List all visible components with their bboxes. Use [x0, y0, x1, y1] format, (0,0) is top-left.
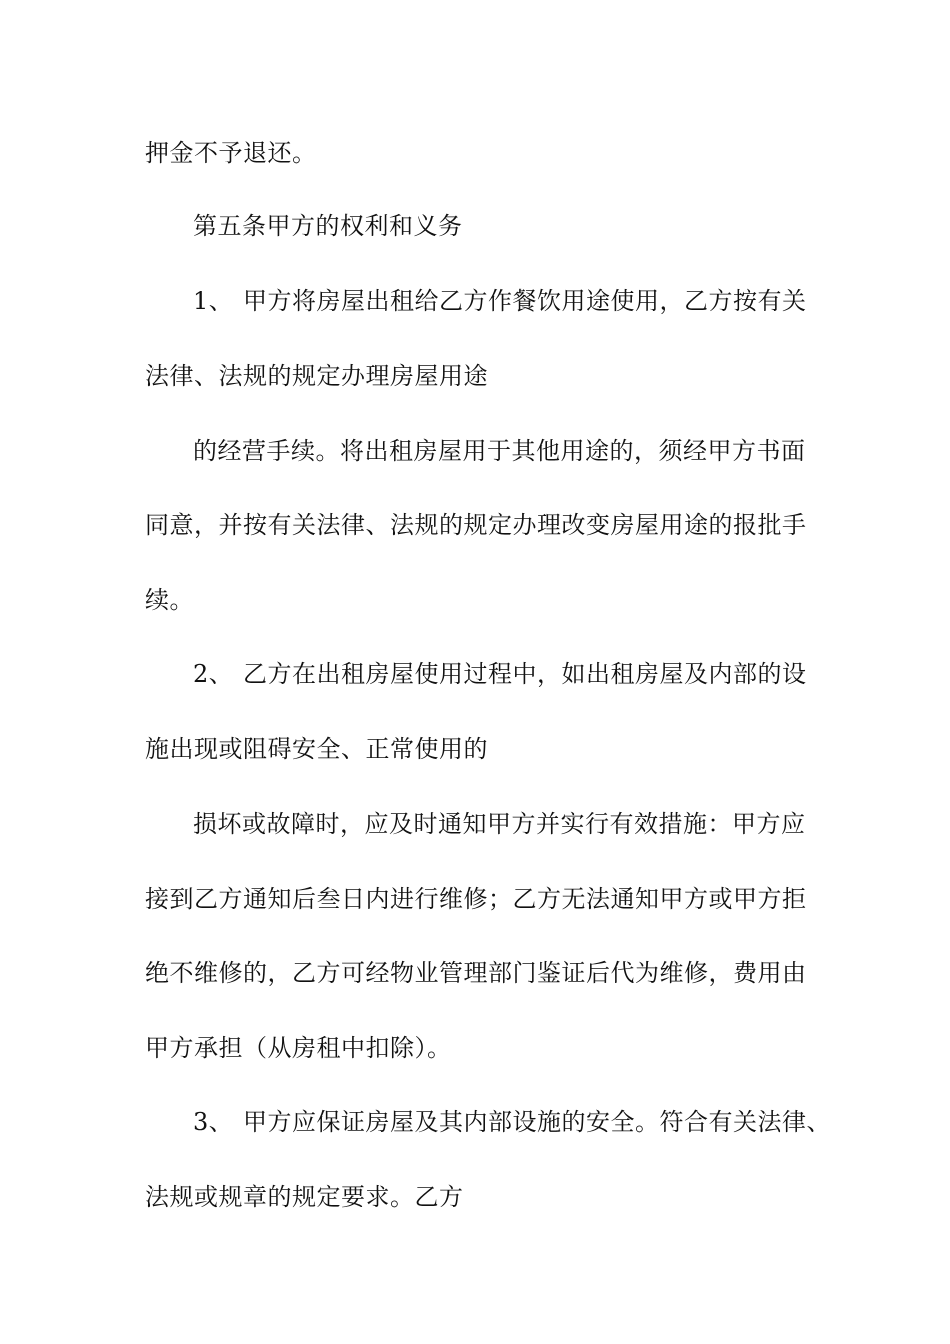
text-line-deposit: 押金不予退还。 [145, 139, 317, 167]
clause-number-3: 3、 [193, 1108, 234, 1136]
clause-1-first-line [193, 286, 807, 316]
clause-number-2: 2、 [193, 660, 234, 688]
clause-1-line-2: 法律、法规的规定办理房屋用途 [145, 362, 488, 390]
clause-3-text: 甲方应保证房屋及其内部设施的安全。符合有关法律、 [243, 1108, 831, 1136]
clause-2-line-5: 绝不维修的，乙方可经物业管理部门鉴证后代为维修，费用由 [145, 959, 807, 987]
clause-2-line-4: 接到乙方通知后叁日内进行维修；乙方无法通知甲方或甲方拒 [145, 885, 807, 913]
clause-2-line-2: 施出现或阻碍安全、正常使用的 [145, 735, 488, 763]
clause-1-line-4: 同意，并按有关法律、法规的规定办理改变房屋用途的报批手 [145, 511, 807, 539]
section-heading-article-5: 第五条甲方的权利和义务 [193, 212, 463, 240]
clause-1-line-3: 的经营手续。将出租房屋用于其他用途的，须经甲方书面 [193, 437, 806, 465]
clause-2-first-line [193, 659, 807, 689]
clause-2-text: 乙方在出租房屋使用过程中，如出租房屋及内部的设 [243, 660, 807, 688]
clause-number-1: 1、 [193, 287, 234, 315]
clause-2-line-6: 甲方承担（从房租中扣除）。 [145, 1034, 452, 1062]
clause-3-line-2: 法规或规章的规定要求。乙方 [145, 1183, 464, 1211]
clause-1-line-5: 续。 [145, 586, 194, 614]
clause-3-first-line [193, 1107, 831, 1137]
clause-1-text: 甲方将房屋出租给乙方作餐饮用途使用，乙方按有关 [243, 287, 807, 315]
clause-2-line-3: 损坏或故障时，应及时通知甲方并实行有效措施：甲方应 [193, 810, 806, 838]
